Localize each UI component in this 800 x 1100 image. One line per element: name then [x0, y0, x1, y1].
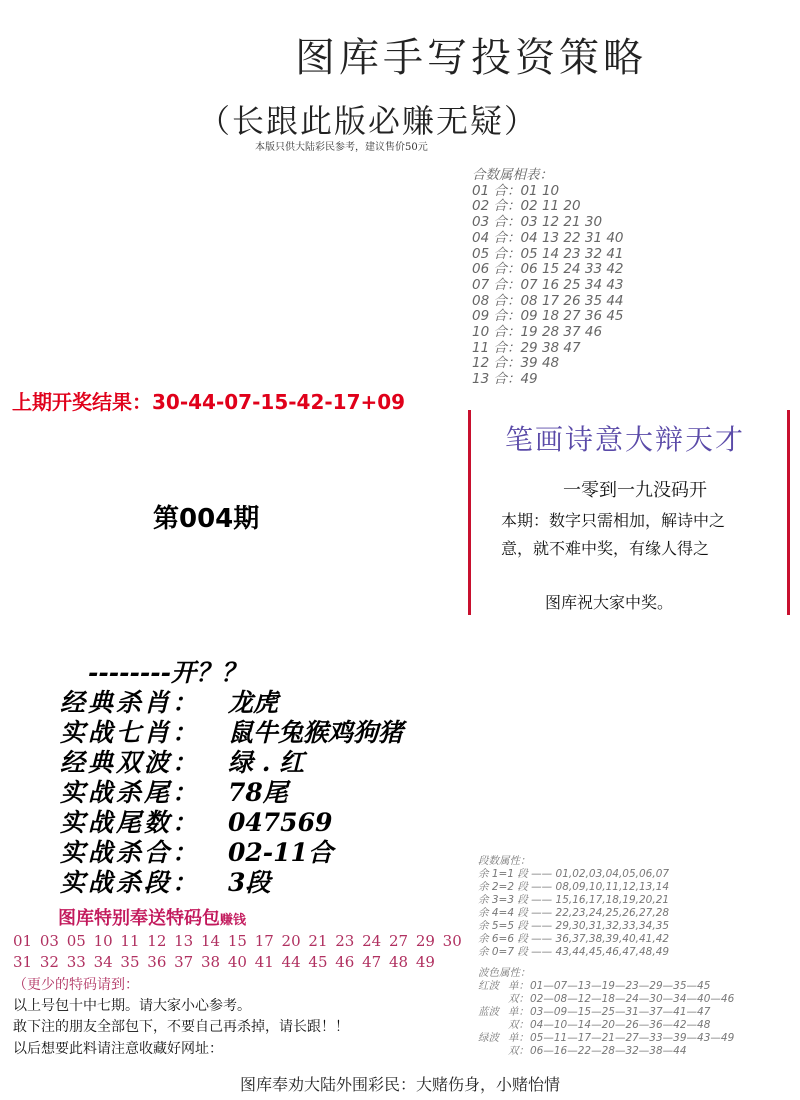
poem-title: 笔画诗意大辩天才: [505, 423, 746, 456]
he-table-row: 01 合：01 10: [472, 182, 560, 199]
wave-nums: 01—07—13—19—23—29—35—45: [530, 980, 711, 992]
prediction-label: 实战七肖：: [60, 718, 201, 747]
wave-type: 双：: [508, 1019, 529, 1031]
last-draw-result: [12, 386, 405, 415]
he-table-row: 11 合：29 38 47: [472, 339, 581, 356]
segment-row: 余 4=4 段 —— 22,23,24,25,26,27,28: [478, 907, 670, 919]
he-table-title: 合数属相表：: [472, 167, 553, 183]
poem-line: 本期：数字只需相加，解诗中之: [501, 511, 726, 530]
footer-advice: 图库奉劝大陆外围彩民：大赌伤身，小赌怡情: [240, 1075, 561, 1094]
wave-nums: 04—10—14—20—26—36—42—48: [530, 1019, 711, 1031]
prediction-label: 实战杀段：: [60, 868, 201, 897]
segment-row: 余 3=3 段 —— 15,16,17,18,19,20,21: [478, 894, 670, 906]
segment-row: 余 5=5 段 —— 29,30,31,32,33,34,35: [478, 920, 670, 932]
poem-blessing: 图库祝大家中奖。: [545, 593, 674, 612]
he-table-row: 05 合：05 14 23 32 41: [472, 245, 624, 262]
wave-row: [478, 993, 734, 1006]
wave-type: 单：: [508, 980, 529, 992]
wave-label: 红波: [478, 980, 499, 992]
prediction-row: [60, 868, 403, 898]
wave-type: 双：: [508, 993, 529, 1005]
wave-type: 双：: [508, 1045, 529, 1057]
segment-row: 余 6=6 段 —— 36,37,38,39,40,41,42: [478, 933, 670, 945]
segment-row: 余 1=1 段 —— 01,02,03,04,05,06,07: [478, 868, 670, 880]
info-line: 以上号包十中七期。请大家小心参考。: [13, 998, 251, 1014]
he-table-row: 06 合：06 15 24 33 42: [472, 261, 624, 278]
wave-label: 蓝波: [478, 1006, 499, 1018]
prediction-label: 经典双波：: [60, 748, 201, 777]
segment-row: 余 2=2 段 —— 08,09,10,11,12,13,14: [478, 881, 670, 893]
more-info-text: （更少的特码请到：: [13, 977, 139, 993]
wave-label: 绿波: [478, 1032, 499, 1044]
prediction-row: [60, 688, 403, 718]
prediction-row: [60, 808, 403, 838]
prediction-label: 经典杀肖：: [60, 688, 201, 717]
info-line: 以后想要此料请注意收藏好网址：: [13, 1041, 223, 1057]
last-result-value: 30-44-07-15-42-17+09: [152, 390, 406, 414]
he-zodiac-table: [472, 168, 624, 388]
gift-title: [58, 904, 246, 930]
prediction-row: [60, 718, 403, 748]
prediction-value: 78尾: [228, 778, 288, 807]
he-table-row: 09 合：09 18 27 36 45: [472, 308, 624, 325]
wave-nums: 03—09—15—25—31—37—41—47: [530, 1006, 711, 1018]
prediction-row: [60, 778, 403, 808]
wave-type: 单：: [508, 1006, 529, 1018]
wave-row: [478, 1045, 734, 1058]
wave-row: [478, 1019, 734, 1032]
poem-line: 意，就不难中奖，有缘人得之: [501, 539, 710, 558]
gift-numbers: 31 32 33 34 35 36 37 38 40 41 44 45 46 47 48 49: [13, 953, 435, 971]
segment-table: [478, 855, 669, 959]
he-table-row: 04 合：04 13 22 31 40: [472, 229, 624, 246]
prediction-value: 龙虎: [228, 688, 279, 717]
he-table-row: 08 合：08 17 26 35 44: [472, 292, 624, 309]
prediction-label: 实战杀合：: [60, 838, 201, 867]
he-table-row: 12 合：39 48: [472, 355, 560, 372]
prediction-value: 鼠牛兔猴鸡狗猪: [228, 718, 404, 747]
info-line: 敢下注的朋友全部包下，不要自己再杀掉，请长跟！！: [13, 1019, 349, 1035]
wave-row: [478, 1006, 734, 1019]
segment-row: 余 0=7 段 —— 43,44,45,46,47,48,49: [478, 946, 670, 958]
he-table-row: 02 合：02 11 20: [472, 198, 581, 215]
prediction-row: [60, 838, 403, 868]
wave-row: [478, 1032, 734, 1045]
wave-row: [478, 980, 734, 993]
poem-line: 一零到一九没码开: [563, 480, 707, 501]
page-title: 图库手写投资策略: [295, 35, 647, 81]
poem-box: [468, 410, 790, 615]
he-table-row: 13 合：49: [472, 371, 538, 388]
prediction-value: 绿 . 红: [228, 748, 305, 777]
he-table-row: 10 合：19 28 37 46: [472, 324, 603, 341]
gift-numbers: 01 03 05 10 11 12 13 14 15 17 20 21 23 24 27 29 30: [13, 932, 462, 950]
prediction-label: 实战尾数：: [60, 808, 201, 837]
prediction-label: 实战杀尾：: [60, 778, 201, 807]
wave-nums: 06—16—22—28—32—38—44: [530, 1045, 687, 1057]
he-table-row: 03 合：03 12 21 30: [472, 214, 603, 231]
prediction-value: 3段: [228, 868, 271, 897]
wave-title: 波色属性：: [478, 967, 531, 979]
last-result-label: 上期开奖结果：: [12, 390, 152, 414]
wave-type: 单：: [508, 1032, 529, 1044]
wave-nums: 05—11—17—21—27—33—39—43—49: [530, 1032, 735, 1044]
issue-number: 第004期: [153, 504, 260, 534]
prediction-row: [60, 748, 403, 778]
wave-color-table: [478, 967, 734, 1058]
prediction-value: 02-11合: [228, 838, 333, 867]
page-subtitle: （长跟此版必赚无疑）: [198, 102, 539, 140]
prediction-header: --------开？？: [88, 658, 247, 687]
prediction-block: [60, 658, 403, 898]
segment-title: 段数属性：: [478, 855, 531, 867]
gift-title-small: 赚钱: [220, 913, 247, 928]
wave-nums: 02—08—12—18—24—30—34—40—46: [530, 993, 735, 1005]
gift-title-text: 图库特别奉送特码包: [58, 908, 220, 929]
price-note: 本版只供大陆彩民参考，建议售价50元: [255, 142, 428, 153]
he-table-row: 07 合：07 16 25 34 43: [472, 276, 624, 293]
prediction-value: 047569: [228, 808, 333, 837]
